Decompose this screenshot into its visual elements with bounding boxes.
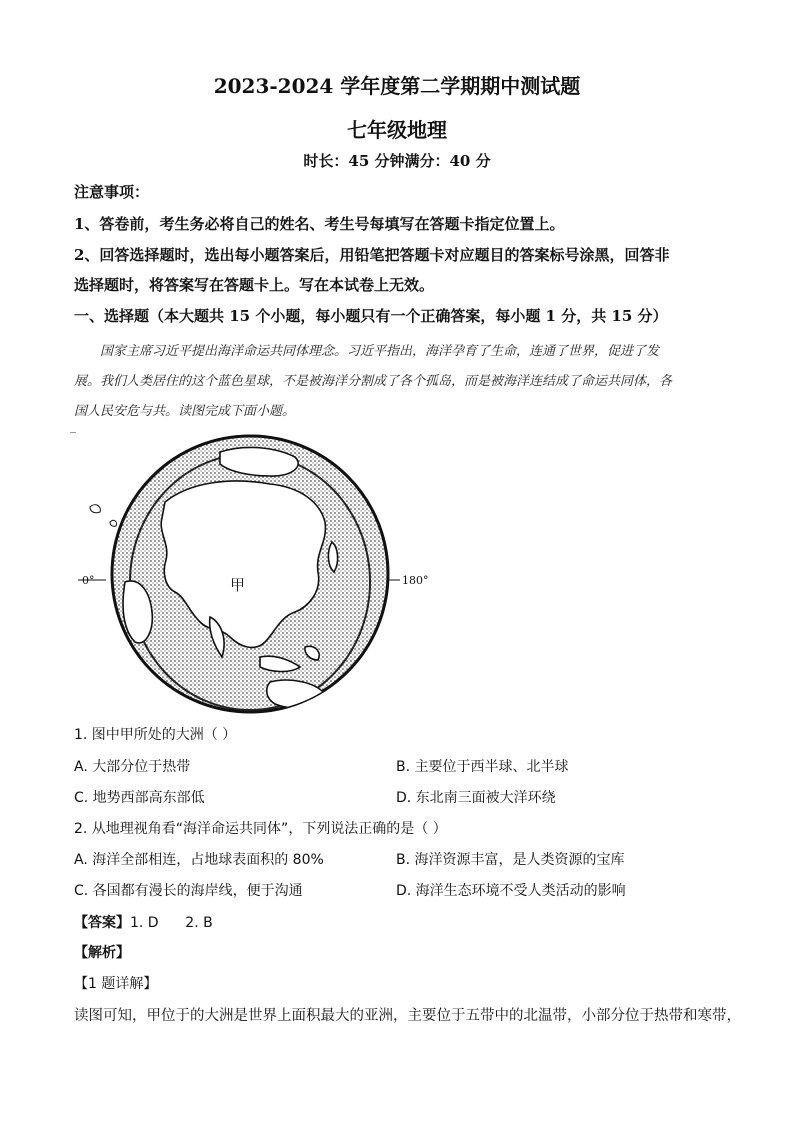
globe-map-image: [70, 432, 450, 717]
question-1-option-d: D. 东北南三面被大洋环绕: [396, 790, 556, 806]
notice-item-2-line-2: 选择题时，将答案写在答题卡上。写在本试卷上无效。: [74, 276, 435, 294]
label-jia: 甲: [230, 576, 246, 594]
passage-line-1: 国家主席习近平提出海洋命运共同体理念。习近平指出，海洋孕育了生命，连通了世界，促进了发: [100, 344, 660, 359]
notice-item-1: 1、答卷前，考生务必将自己的姓名、考生号每填写在答题卡指定位置上。: [74, 215, 565, 233]
question-2-option-a: A. 海洋全部相连，占地球表面积的 80%: [74, 852, 324, 868]
analysis-label: 【解析】: [74, 945, 130, 961]
answer-label: 【答案】: [74, 915, 130, 931]
passage-line-3: 国人民安危与共。读图完成下面小题。: [74, 404, 296, 419]
notice-item-2-line-1: 2、回答选择题时，选出每小题答案后，用铅笔把答题卡对应题目的答案标号涂黑，回答非: [74, 246, 670, 264]
question-2-option-d: D. 海洋生态环境不受人类活动的影响: [396, 883, 626, 899]
page-subtitle: 七年级地理: [347, 118, 447, 142]
detail-text: 读图可知，甲位于的大洲是世界上面积最大的亚洲，主要位于五带中的北温带，小部分位于热带和寒带，: [74, 1008, 741, 1024]
label-0-degree: 0°: [82, 574, 95, 587]
question-1-stem: 1. 图中甲所处的大洲（ ）: [74, 727, 237, 743]
globe-figure: [70, 432, 450, 717]
question-1-option-c: C. 地势西部高东部低: [74, 790, 205, 806]
detail-heading: 【1 题详解】: [74, 976, 158, 992]
question-2-option-b: B. 海洋资源丰富，是人类资源的宝库: [396, 852, 625, 868]
question-1-option-b: B. 主要位于西半球、北半球: [396, 759, 569, 775]
passage-line-2: 展。我们人类居住的这个蓝色星球，不是被海洋分割成了各个孤岛，而是被海洋连结成了命运共同体，各: [74, 374, 673, 389]
question-2-option-c: C. 各国都有漫长的海岸线，便于沟通: [74, 883, 303, 899]
label-180-degree: 180°: [402, 574, 429, 587]
answer-text: 1. D 2. B: [130, 915, 213, 931]
page-title: 2023-2024 学年度第二学期期中测试题: [213, 74, 581, 98]
notice-heading: 注意事项：: [74, 183, 150, 201]
question-1-option-a: A. 大部分位于热带: [74, 759, 191, 775]
section-1-heading: 一、选择题（本大题共 15 个小题，每小题只有一个正确答案，每小题 1 分，共 15 分）: [74, 307, 668, 325]
answer-line: [74, 912, 213, 932]
question-2-stem: 2. 从地理视角看“海洋命运共同体”，下列说法正确的是（ ）: [74, 821, 447, 837]
exam-meta: 时长：45 分钟满分：40 分: [303, 152, 491, 170]
